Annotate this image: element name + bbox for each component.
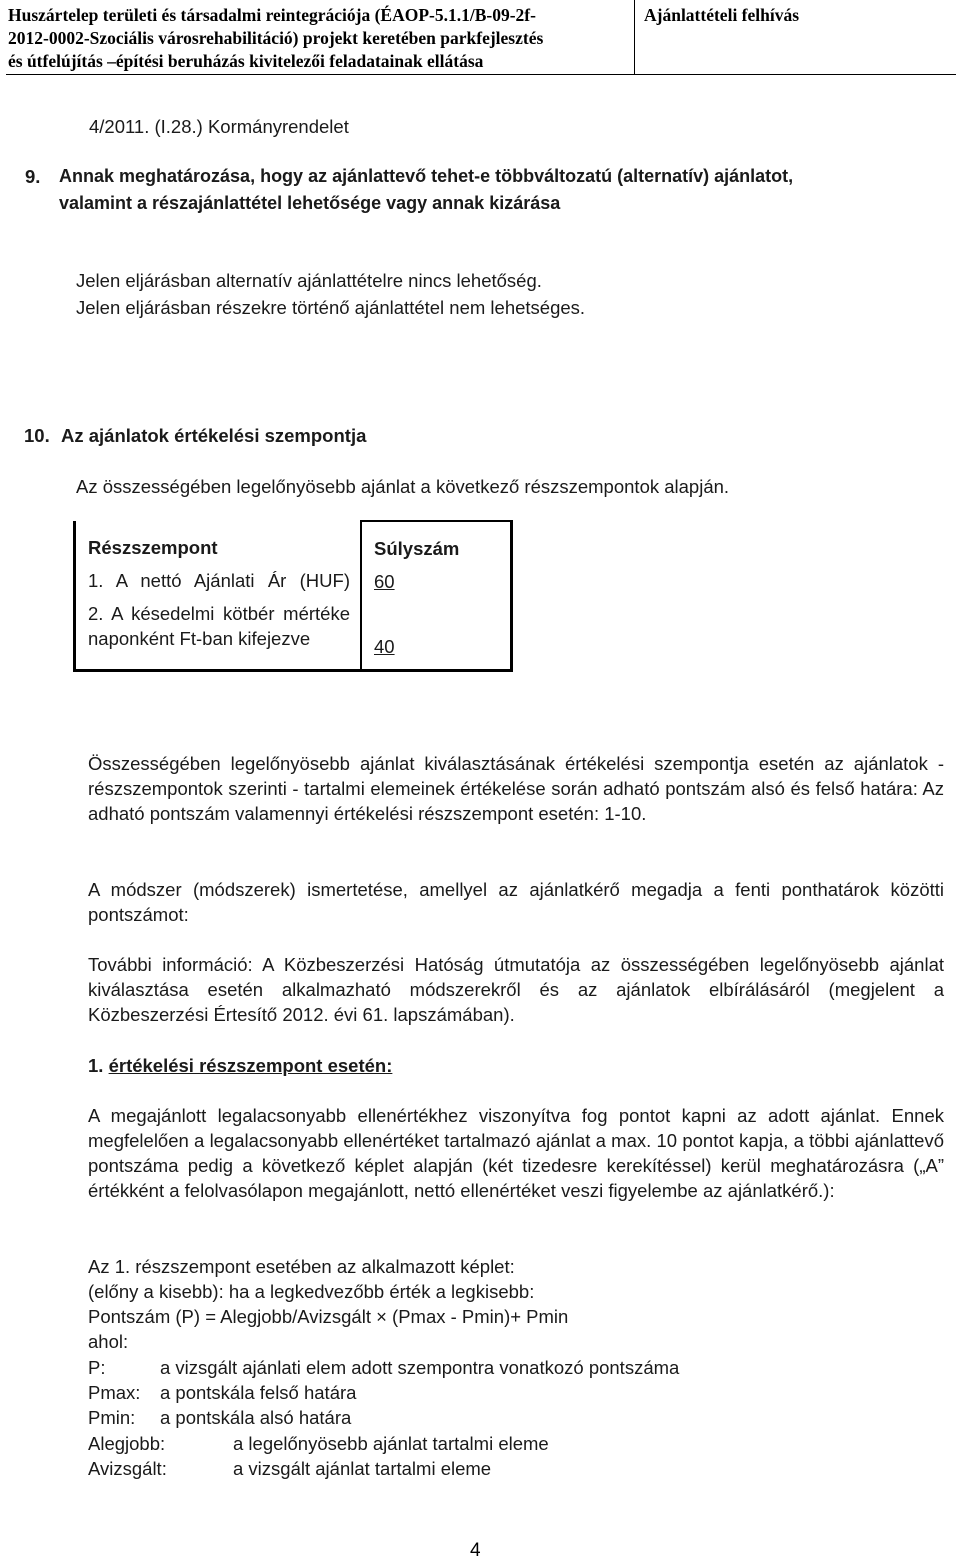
where-label: ahol: (88, 1331, 129, 1352)
definition-desc: a pontskála alsó határa (160, 1407, 352, 1428)
decree-reference: 4/2011. (I.28.) Kormányrendelet (89, 116, 349, 137)
method-paragraph: A módszer (módszerek) ismertetése, amellyel az ajánlatkérő megadja a fenti ponthatárok közötti pontszámot: (88, 879, 944, 925)
section-9-number: 9. (25, 166, 41, 187)
weight-value: 40 (374, 636, 395, 657)
criteria-table (73, 520, 513, 672)
criterion-header: Részszempont (88, 537, 218, 558)
criterion-1-heading-number: 1. (88, 1055, 104, 1076)
page-header (6, 0, 956, 75)
definition-term: P: (88, 1357, 106, 1378)
definition-term: Alegjobb: (88, 1433, 166, 1454)
section-9-title: Annak meghatározása, hogy az ajánlattevő tehet-e többváltozatú (alternatív) ajánlatot, (59, 166, 794, 186)
section-10-title: Az ajánlatok értékelési szempontja (61, 425, 367, 446)
definition-desc: a pontskála felső határa (160, 1382, 357, 1403)
project-title-line: és útfelújítás –építési beruházás kivitelezői feladatainak ellátása (8, 51, 484, 71)
project-title (8, 4, 628, 73)
criterion-item: 2. A késedelmi kötbér mértéke naponként Ft-ban kifejezve (88, 603, 350, 649)
definition-term: Avizsgált: (88, 1458, 167, 1479)
document-type: Ajánlattételi felhívás (644, 5, 800, 25)
definition-desc: a vizsgált ajánlati elem adott szempontra vonatkozó pontszáma (160, 1357, 680, 1378)
definition-term: Pmin: (88, 1407, 136, 1428)
definition-desc: a vizsgált ajánlat tartalmi eleme (233, 1458, 492, 1479)
criterion-item: 1. A nettó Ajánlati Ár (HUF) (88, 570, 350, 591)
weight-column (361, 521, 512, 671)
further-info-paragraph: További információ: A Közbeszerzési Hatóság útmutatója az összességében legelőnyösebb ajánlat kiválasztása esetén alkalmazható módszerekről és az ajánlatok elbírálásáról (megjelent a Közbeszerzési Értesítő 2012. évi 61. lapszámában). (88, 954, 944, 1025)
formula-intro: Az 1. részszempont esetében az alkalmazott képlet: (88, 1256, 515, 1277)
section-10-intro: Az összességében legelőnyösebb ajánlat a következő részszempontok alapján. (76, 476, 730, 497)
header-divider (634, 0, 635, 74)
weight-value: 60 (374, 571, 395, 592)
section-9-text: Jelen eljárásban alternatív ajánlattételre nincs lehetőség. (76, 270, 542, 291)
criteria-column (75, 521, 362, 671)
formula: Pontszám (P) = Alegjobb/Avizsgált × (Pmax - Pmin)+ Pmin (88, 1306, 569, 1327)
project-title-line: 2012-0002-Szociális városrehabilitáció) projekt keretében parkfejlesztés (8, 28, 544, 48)
section-9-text: Jelen eljárásban részekre történő ajánlattétel nem lehetséges. (76, 297, 586, 318)
section-10-number: 10. (24, 425, 50, 446)
scoring-paragraph: Összességében legelőnyösebb ajánlat kiválasztásának értékelési szempontja esetén az ajánlatok - részszempontok szerinti - tartalmi elemeinek értékelése során adható pontszám alsó és felső határa: Az adható pontszám valamennyi értékelési részszempont esetén: 1-10. (88, 753, 944, 824)
section-9-title: valamint a részajánlattétel lehetősége vagy annak kizárása (59, 193, 561, 213)
page-number: 4 (470, 1540, 481, 1561)
formula-preference: (előny a kisebb): ha a legkedvezőbb érték a legkisebb: (88, 1281, 535, 1302)
table-row (75, 521, 512, 671)
criterion-1-heading-text: értékelési részszempont esetén: (108, 1055, 393, 1076)
definition-term: Pmax: (88, 1382, 141, 1403)
definition-desc: a legelőnyösebb ajánlat tartalmi eleme (233, 1433, 549, 1454)
weight-header: Súlyszám (374, 538, 460, 559)
criterion-1-heading (88, 1053, 392, 1078)
project-title-line: Huszártelep területi és társadalmi reintegrációja (ÉAOP-5.1.1/B-09-2f- (8, 5, 536, 25)
criterion-1-paragraph: A megajánlott legalacsonyabb ellenértékhez viszonyítva fog pontot kapni az adott ajánlat. Ennek megfelelően a legalacsonyabb ellenértéket tartalmazó ajánlat a max. 10 pontot kapja, a többi ajánlattevő pontszáma pedig a következő képlet alapján (két tizedesre kerekítéssel) kerül meghatározásra („A” értékként a felolvasólapon megajánlott, nettó ellenértéket veszi figyelembe az ajánlatkérő.): (88, 1105, 944, 1201)
